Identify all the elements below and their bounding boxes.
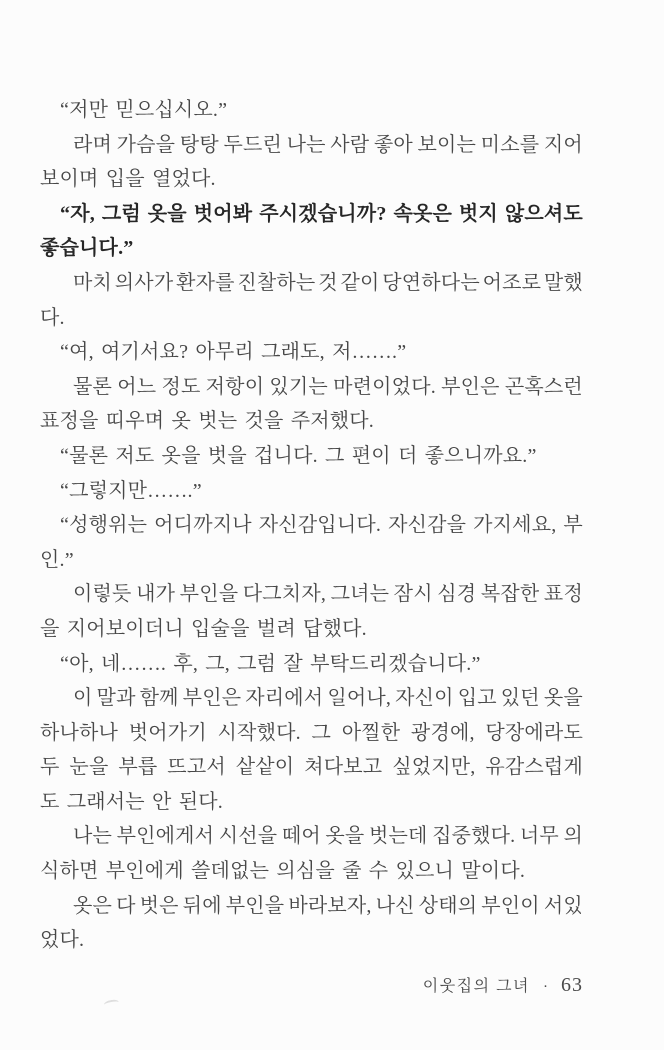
word: 옷을 bbox=[147, 202, 187, 225]
word: 상태의 bbox=[418, 894, 478, 917]
word: 지어 bbox=[543, 133, 583, 156]
word: 자신감입니다. bbox=[258, 514, 382, 537]
word: 함께 bbox=[139, 687, 179, 710]
text-line bbox=[40, 819, 583, 854]
word: 그 bbox=[311, 721, 332, 744]
word: 벗어봐 bbox=[193, 202, 253, 225]
word: 떼어 bbox=[281, 825, 321, 848]
word: 사람 bbox=[330, 133, 370, 156]
word: 옷을 bbox=[325, 825, 365, 848]
word: “성행위는 bbox=[60, 514, 148, 537]
word: 뒤에 bbox=[182, 894, 222, 917]
word: 같이 bbox=[340, 271, 380, 294]
word: 나는 bbox=[286, 133, 326, 156]
word: 있기는 bbox=[269, 375, 328, 398]
text-line bbox=[40, 716, 583, 751]
word: 옷을 bbox=[543, 687, 583, 710]
word: 다그치자, bbox=[242, 583, 327, 606]
page-footer bbox=[423, 972, 583, 1000]
word: 옷은 bbox=[73, 894, 113, 917]
word: 탕탕 bbox=[179, 133, 219, 156]
word: 마치 bbox=[73, 271, 113, 294]
text-line: “아, 네……. 후, 그, 그럼 잘 부탁드리겠습니다.” bbox=[60, 652, 481, 675]
word: 물론 bbox=[73, 375, 113, 398]
text-line: 을 지어보이더니 입술을 벌려 답했다. bbox=[40, 617, 367, 640]
word: 곤혹스런 bbox=[504, 375, 583, 398]
word: 라며 bbox=[73, 133, 113, 156]
word: 그럼 bbox=[101, 202, 141, 225]
word: 벗어가기 bbox=[128, 721, 207, 744]
word: 부릅 bbox=[118, 756, 158, 779]
word: 표정 bbox=[543, 583, 583, 606]
word: 자신이 bbox=[395, 687, 454, 710]
word: 마련이었다. bbox=[333, 375, 436, 398]
word: 다 bbox=[116, 894, 136, 917]
word: 당연하다는 bbox=[382, 271, 480, 294]
word: 부 bbox=[563, 514, 583, 537]
word: 싶었지만, bbox=[392, 756, 476, 779]
word: 어조로 bbox=[482, 271, 542, 294]
text-line: “여, 여기서요? 아무리 그래도, 저…….” bbox=[60, 341, 407, 364]
word: 가슴을 bbox=[116, 133, 176, 156]
word: 아찔한 bbox=[341, 721, 401, 744]
word: 말했 bbox=[543, 271, 583, 294]
word: 눈을 bbox=[69, 756, 109, 779]
word: 나는 bbox=[73, 825, 113, 848]
word: 샅샅이 bbox=[235, 756, 295, 779]
text-line: 식하면 부인에게 쓸데없는 의심을 줄 수 있으니 말이다. bbox=[40, 860, 526, 883]
word: 주시겠습니까? bbox=[259, 202, 387, 225]
word: 미소를 bbox=[480, 133, 540, 156]
word: 진찰하는 bbox=[237, 271, 316, 294]
word: 서있 bbox=[543, 894, 583, 917]
text-line: “저만 믿으십시오.” bbox=[60, 99, 228, 121]
word: 하나하나 bbox=[40, 721, 119, 744]
text-line: 다. bbox=[40, 306, 65, 329]
word: 의 bbox=[563, 825, 583, 848]
text-line: “그렇지만…….” bbox=[60, 479, 202, 502]
word: 집중했다. bbox=[432, 825, 516, 848]
word: 당장에라도 bbox=[485, 721, 583, 744]
page-number: 63 bbox=[561, 974, 583, 996]
word: 어느 bbox=[117, 375, 157, 398]
word: 말과 bbox=[96, 687, 136, 710]
word: 보이는 bbox=[417, 133, 477, 156]
body-text bbox=[40, 93, 583, 958]
word: 자신감을 bbox=[388, 514, 467, 537]
word: 광경에, bbox=[410, 721, 475, 744]
word: 유감스럽게 bbox=[485, 756, 583, 779]
word: 저항이 bbox=[205, 375, 265, 398]
word: 좋아 bbox=[373, 133, 413, 156]
word: 부인에게서 bbox=[116, 825, 215, 848]
word: 너무 bbox=[519, 825, 559, 848]
word: 부인은 bbox=[441, 375, 500, 398]
running-title: 이웃집의 그녀 bbox=[422, 978, 530, 995]
word: 뜨고서 bbox=[167, 756, 226, 779]
word: 쳐다보고 bbox=[304, 756, 383, 779]
word: 부인이 bbox=[481, 894, 540, 917]
word: 이 bbox=[73, 687, 93, 710]
word: 복잡한 bbox=[480, 583, 540, 606]
text-line bbox=[40, 750, 583, 785]
word: 있던 bbox=[500, 687, 540, 710]
text-line bbox=[40, 577, 583, 612]
text-line: 도 그래서는 안 된다. bbox=[40, 790, 223, 813]
word: 그녀는 bbox=[330, 583, 390, 606]
word: 심경 bbox=[437, 583, 477, 606]
word: 가지세요, bbox=[473, 514, 557, 537]
footer-separator-dot: · bbox=[543, 979, 548, 995]
word: “자, bbox=[60, 202, 95, 225]
word: 두드린 bbox=[223, 133, 282, 156]
word: 자리에서 bbox=[245, 687, 324, 710]
word: 정도 bbox=[161, 375, 201, 398]
text-line bbox=[40, 889, 583, 924]
word: 내가 bbox=[136, 583, 176, 606]
word: 시선을 bbox=[218, 825, 278, 848]
text-line: 인.” bbox=[40, 548, 74, 571]
word: 일어나, bbox=[327, 687, 392, 710]
text-line: 표정을 띠우며 옷 벗는 것을 주저했다. bbox=[40, 410, 374, 433]
word: 벗는데 bbox=[368, 825, 428, 848]
text-line bbox=[40, 128, 583, 163]
word: 환자를 bbox=[176, 271, 235, 294]
word: 않으셔도 bbox=[504, 202, 583, 225]
text-line: 었다. bbox=[40, 929, 85, 952]
word: 벗은 bbox=[139, 894, 179, 917]
text-line bbox=[40, 266, 583, 301]
word: 의사가 bbox=[114, 271, 174, 294]
word: 잠시 bbox=[393, 583, 433, 606]
text-line bbox=[40, 508, 583, 543]
text-line bbox=[40, 197, 583, 232]
text-line: “물론 저도 옷을 벗을 겁니다. 그 편이 더 좋으니까요.” bbox=[60, 444, 537, 467]
word: 입고 bbox=[457, 687, 497, 710]
word: 바라보자, bbox=[288, 894, 372, 917]
word: 부인은 bbox=[182, 687, 242, 710]
word: 부인을 bbox=[225, 894, 285, 917]
word: 두 bbox=[40, 756, 60, 779]
word: 나신 bbox=[375, 894, 415, 917]
word: 부인을 bbox=[179, 583, 239, 606]
text-line bbox=[40, 681, 583, 716]
word: 벗지 bbox=[458, 202, 498, 225]
word: 이렇듯 bbox=[73, 583, 132, 606]
word: 시작했다. bbox=[217, 721, 301, 744]
text-line bbox=[40, 370, 583, 405]
text-line: 좋습니다.” bbox=[40, 237, 134, 260]
word: 속옷은 bbox=[393, 202, 452, 225]
text-line: 보이며 입을 열었다. bbox=[40, 168, 216, 191]
word: 것 bbox=[318, 271, 338, 294]
word: 어디까지나 bbox=[154, 514, 252, 537]
scan-smudge bbox=[104, 999, 120, 1008]
